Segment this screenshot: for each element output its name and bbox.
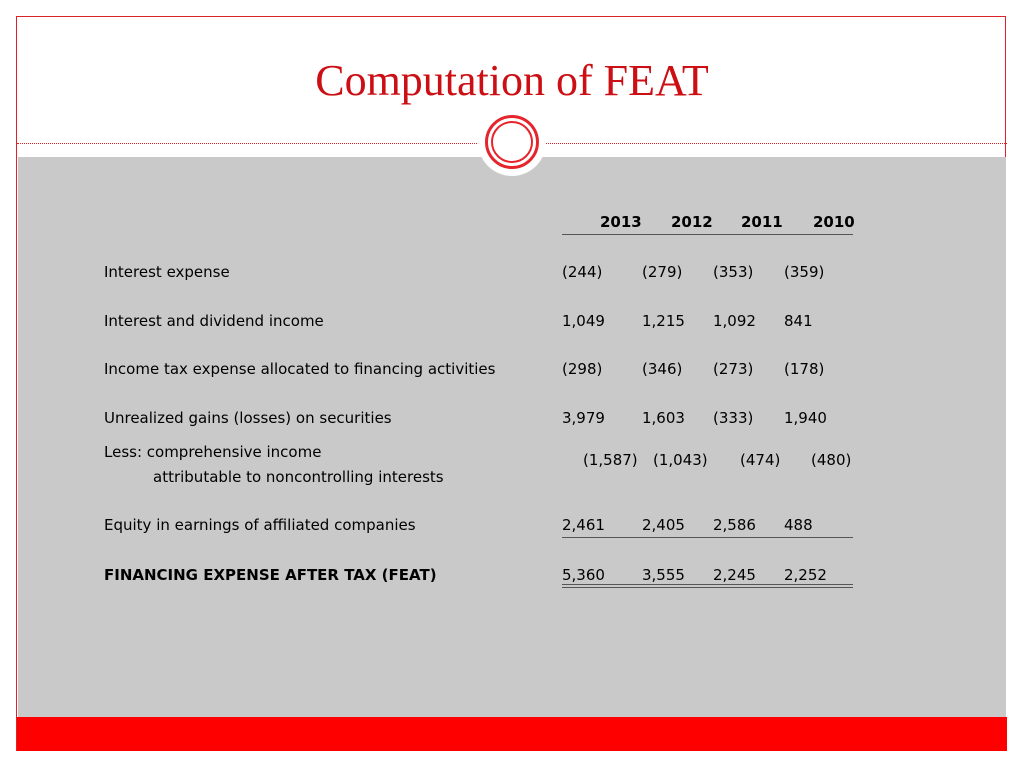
- cell-value: (353): [713, 263, 754, 281]
- cell-value: 1,940: [784, 409, 827, 427]
- row-label-equity-in-earnings: Equity in earnings of affiliated companies: [104, 516, 416, 534]
- cell-value: (244): [562, 263, 603, 281]
- cell-value: 841: [784, 312, 813, 330]
- cell-value: 1,092: [713, 312, 756, 330]
- content-panel: [18, 157, 1006, 717]
- row-label-income-tax-expense: Income tax expense allocated to financing activities: [104, 360, 496, 378]
- cell-value: 1,603: [642, 409, 685, 427]
- cell-value: (298): [562, 360, 603, 378]
- row-label-feat-total: FINANCING EXPENSE AFTER TAX (FEAT): [104, 566, 437, 584]
- cell-value: 1,215: [642, 312, 685, 330]
- cell-value: (474): [740, 451, 781, 469]
- cell-value: (1,587): [583, 451, 638, 469]
- row-label-unrealized-gains: Unrealized gains (losses) on securities: [104, 409, 392, 427]
- year-header-2012: 2012: [671, 213, 713, 231]
- cell-value: 2,586: [713, 516, 756, 534]
- slide-title: Computation of FEAT: [315, 56, 709, 105]
- cell-value: (178): [784, 360, 825, 378]
- total-double-underline-top: [562, 584, 853, 585]
- cell-value: 488: [784, 516, 813, 534]
- total-value: 3,555: [642, 566, 685, 584]
- cell-value: (333): [713, 409, 754, 427]
- row-label-noncontrolling-interests: attributable to noncontrolling interests: [153, 468, 444, 486]
- cell-value: (273): [713, 360, 754, 378]
- cell-value: (346): [642, 360, 683, 378]
- header-underline: [562, 234, 853, 235]
- cell-value: 1,049: [562, 312, 605, 330]
- cell-value: (279): [642, 263, 683, 281]
- cell-value: (359): [784, 263, 825, 281]
- slide: [16, 16, 1006, 751]
- footer-bar: [17, 717, 1007, 751]
- subtotal-underline: [562, 537, 853, 538]
- total-value: 2,245: [713, 566, 756, 584]
- total-value: 2,252: [784, 566, 827, 584]
- year-header-2010: 2010: [813, 213, 855, 231]
- total-value: 5,360: [562, 566, 605, 584]
- cell-value: 2,405: [642, 516, 685, 534]
- cell-value: 2,461: [562, 516, 605, 534]
- inner-ring-icon: [491, 121, 533, 163]
- year-header-2011: 2011: [741, 213, 783, 231]
- row-label-less-comprehensive-income: Less: comprehensive income: [104, 443, 322, 461]
- cell-value: (480): [811, 451, 852, 469]
- cell-value: 3,979: [562, 409, 605, 427]
- cell-value: (1,043): [653, 451, 708, 469]
- row-label-interest-expense: Interest expense: [104, 263, 230, 281]
- year-header-2013: 2013: [600, 213, 642, 231]
- row-label-interest-dividend-income: Interest and dividend income: [104, 312, 324, 330]
- total-double-underline-bottom: [562, 587, 853, 588]
